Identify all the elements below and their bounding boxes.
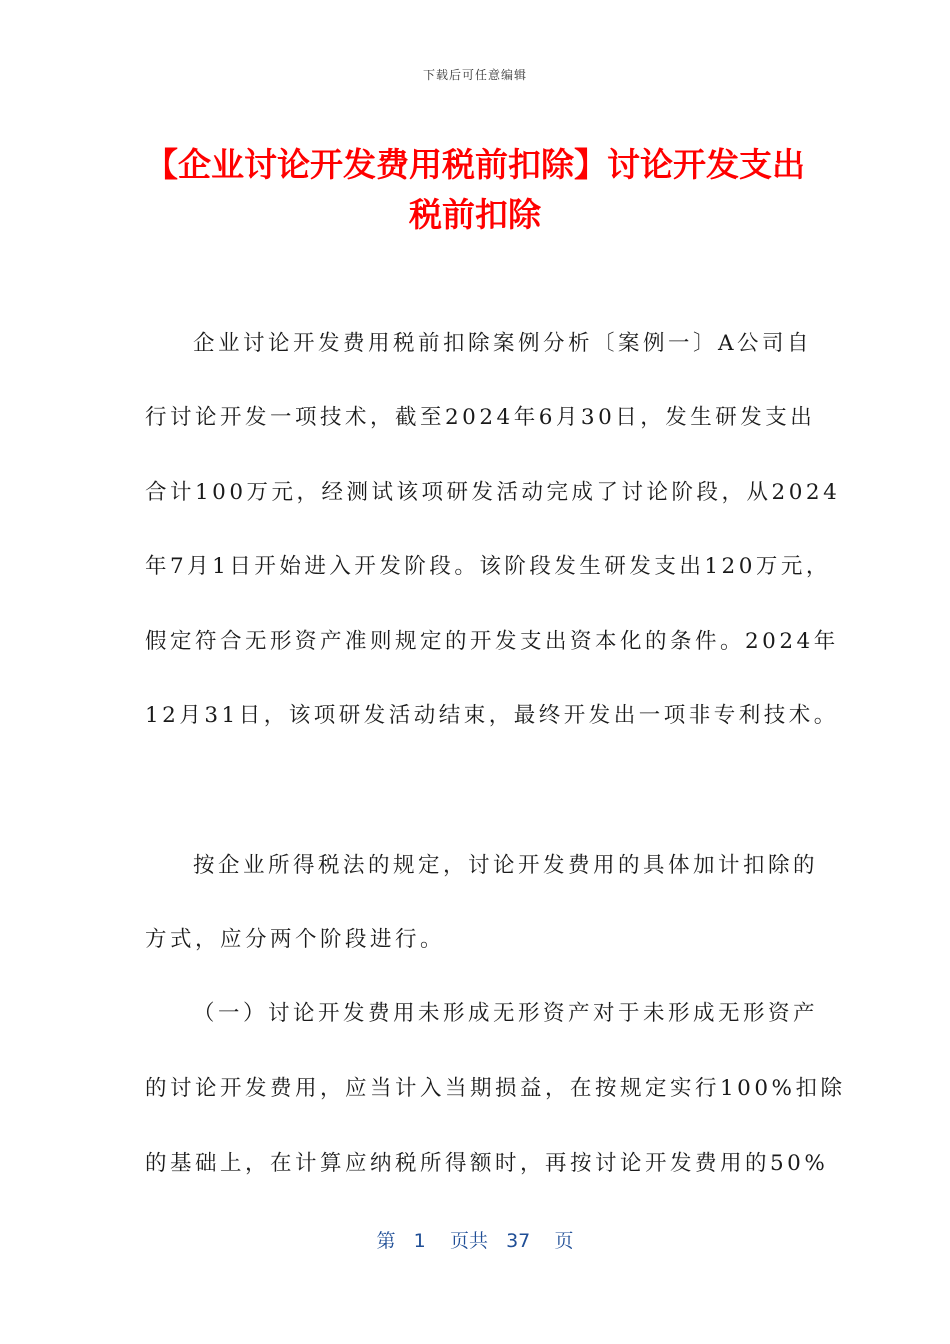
body-line-4: 年7月1日开始进入开发阶段。该阶段发生研发支出120万元， <box>145 554 831 579</box>
body-line-7: 按企业所得税法的规定，讨论开发费用的具体加计扣除的 <box>193 853 819 878</box>
footer-total-pages: 37 <box>506 1230 531 1252</box>
footer-page-suffix: 页 <box>554 1230 574 1252</box>
document-title: 【企业讨论开发费用税前扣除】讨论开发支出税前扣除 <box>145 145 805 234</box>
footer-page-number: 1 <box>413 1230 426 1252</box>
body-line-11: 的基础上，在计算应纳税所得额时，再按讨论开发费用的50% <box>145 1151 829 1176</box>
body-line-5: 假定符合无形资产准则规定的开发支出资本化的条件。2024年 <box>145 629 839 654</box>
header-note: 下载后可任意编辑 <box>422 68 527 82</box>
footer-page-mid: 页共 <box>449 1230 488 1252</box>
body-line-8: 方式，应分两个阶段进行。 <box>145 927 446 952</box>
body-line-10: 的讨论开发费用，应当计入当期损益，在按规定实行100%扣除 <box>145 1076 846 1101</box>
body-line-9: （一）讨论开发费用未形成无形资产对于未形成无形资产 <box>193 1001 819 1026</box>
page-footer <box>0 1226 950 1253</box>
body-line-1: 企业讨论开发费用税前扣除案例分析〔案例一〕A公司自 <box>193 331 813 356</box>
footer-page-prefix: 第 <box>376 1230 396 1252</box>
body-line-6: 12月31日，该项研发活动结束，最终开发出一项非专利技术。 <box>145 703 839 728</box>
body-line-2: 行讨论开发一项技术，截至2024年6月30日，发生研发支出 <box>145 405 816 430</box>
body-line-3: 合计100万元，经测试该项研发活动完成了讨论阶段，从2024 <box>145 480 841 505</box>
